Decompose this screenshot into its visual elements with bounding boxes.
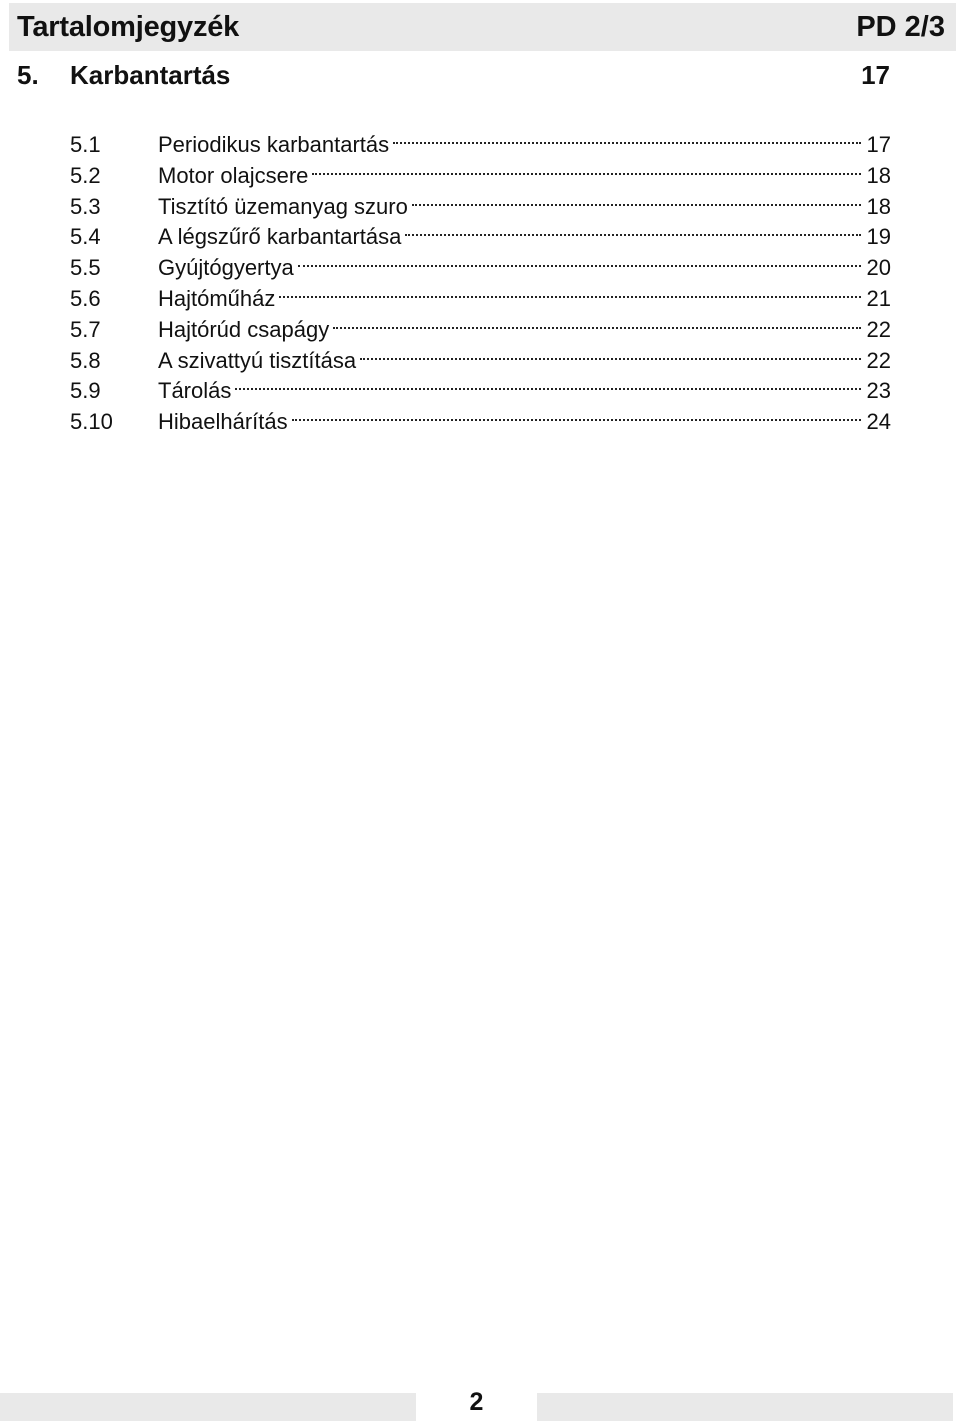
dot-leader [279, 276, 865, 306]
dot-leader [412, 184, 865, 214]
toc-entry-title: A szivattyú tisztítása [158, 347, 357, 373]
toc-entry-number: 5.6 [70, 285, 101, 311]
toc-entry-number: 5.8 [70, 347, 101, 373]
page-number: 2 [469, 1388, 484, 1416]
toc-entry-page: 24 [866, 409, 891, 435]
chapter-number: 5. [17, 60, 39, 90]
toc-entry-number: 5.9 [70, 378, 101, 404]
dot-leader [333, 307, 865, 337]
toc-entry-number: 5.3 [70, 193, 101, 219]
dot-leader [235, 368, 865, 398]
dot-leader [292, 399, 865, 429]
toc-entry-number: 5.2 [70, 162, 101, 188]
toc-entry-title: Motor olajcsere [158, 162, 309, 188]
toc-entry-number: 5.7 [70, 316, 101, 342]
chapter-title: Karbantartás [70, 60, 231, 90]
toc-entry-title: A légszűrő karbantartása [158, 224, 402, 250]
footer-bar-right [537, 1393, 953, 1421]
toc-entry-title: Tárolás [158, 378, 232, 404]
toc-entry-number: 5.5 [70, 255, 101, 281]
toc-entry-page: 17 [866, 132, 891, 157]
dot-leader [312, 153, 865, 183]
document-code: PD 2/3 [856, 11, 945, 43]
toc-entry-page: 21 [866, 285, 891, 311]
dot-leader [393, 122, 865, 152]
toc-entry-title: Hajtóműház [158, 285, 276, 311]
toc-entry-title: Gyújtógyertya [158, 255, 294, 281]
toc-entry-page: 20 [866, 255, 891, 281]
dot-leader [298, 245, 865, 275]
toc-entry-number: 5.4 [70, 224, 101, 250]
chapter-heading [17, 60, 890, 94]
toc-entry-title: Tisztító üzemanyag szuro [158, 193, 408, 219]
toc-entry-page: 18 [866, 193, 891, 219]
toc-entry[interactable] [70, 122, 891, 157]
toc-entry-title: Hajtórúd csapágy [158, 316, 330, 342]
toc-entry-page: 23 [866, 378, 891, 404]
page-title: Tartalomjegyzék [17, 11, 240, 43]
toc-entry-page: 22 [866, 347, 891, 373]
footer-bar-left [0, 1393, 416, 1421]
header-bar [9, 3, 956, 51]
toc-entry-number: 5.1 [70, 132, 101, 157]
toc-entry-title: Periodikus karbantartás [158, 132, 390, 157]
toc-entry-page: 18 [866, 162, 891, 188]
dot-leader [405, 214, 865, 244]
chapter-page: 17 [861, 60, 890, 90]
toc-entry-title: Hibaelhárítás [158, 409, 288, 435]
toc-entry-number: 5.10 [70, 409, 113, 435]
dot-leader [360, 338, 865, 368]
toc-entry-page: 22 [866, 316, 891, 342]
table-of-contents [70, 122, 891, 435]
toc-entry-page: 19 [866, 224, 891, 250]
